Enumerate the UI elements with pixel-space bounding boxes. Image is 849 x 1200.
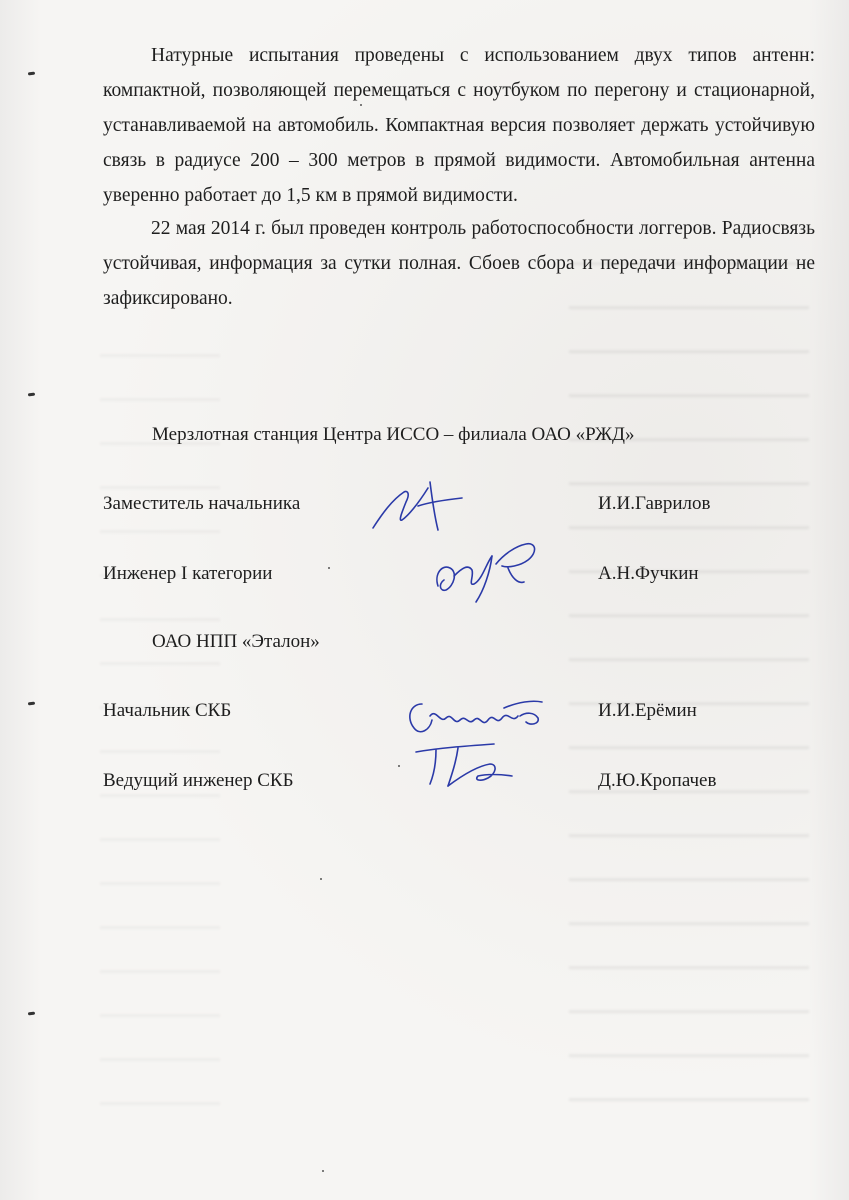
punch-mark	[28, 1012, 35, 1016]
bleed-through-left	[100, 330, 220, 1130]
signatory-position: Ведущий инженер СКБ	[103, 770, 294, 791]
signatory-name: И.И.Гаврилов	[598, 493, 711, 514]
bleed-through-right	[569, 240, 809, 1140]
signatory-position: Инженер I категории	[103, 563, 273, 584]
punch-mark	[28, 393, 35, 397]
body-paragraph-1: Натурные испытания проведены с использованием двух типов антенн: компактной, позволяющей перемещаться с ноутбуком по перегону и стационарной, устанавливаемой на автомобиль. Компактная версия позволяет держать устойчивую связь в радиусе 200 – 300 метров в прямой видимости. Автомобильная антенна уверенно работает до 1,5 км в прямой видимости.	[103, 45, 815, 206]
speck	[398, 765, 400, 767]
body-paragraph-2: 22 мая 2014 г. был проведен контроль работоспособности логгеров. Радиосвязь устойчивая, информация за сутки полная. Сбоев сбора и передачи информации не зафиксировано.	[103, 218, 815, 309]
org1-name: Мерзлотная станция Центра ИССО – филиала ОАО «РЖД»	[152, 424, 635, 445]
speck	[320, 878, 322, 880]
signatory-position: Начальник СКБ	[103, 700, 232, 721]
signatory-position: Заместитель начальника	[103, 493, 301, 514]
speck	[328, 567, 330, 569]
punch-mark	[28, 72, 35, 76]
signatory-name: И.И.Ерёмин	[598, 700, 697, 721]
signatory-name: А.Н.Фучкин	[598, 563, 699, 584]
punch-mark	[28, 702, 35, 706]
signature-kropachev	[408, 730, 518, 790]
speck	[322, 1170, 324, 1172]
signature-fuchkin	[428, 528, 548, 608]
org2-name: ОАО НПП «Эталон»	[152, 631, 320, 652]
signatory-name: Д.Ю.Кропачев	[598, 770, 717, 791]
